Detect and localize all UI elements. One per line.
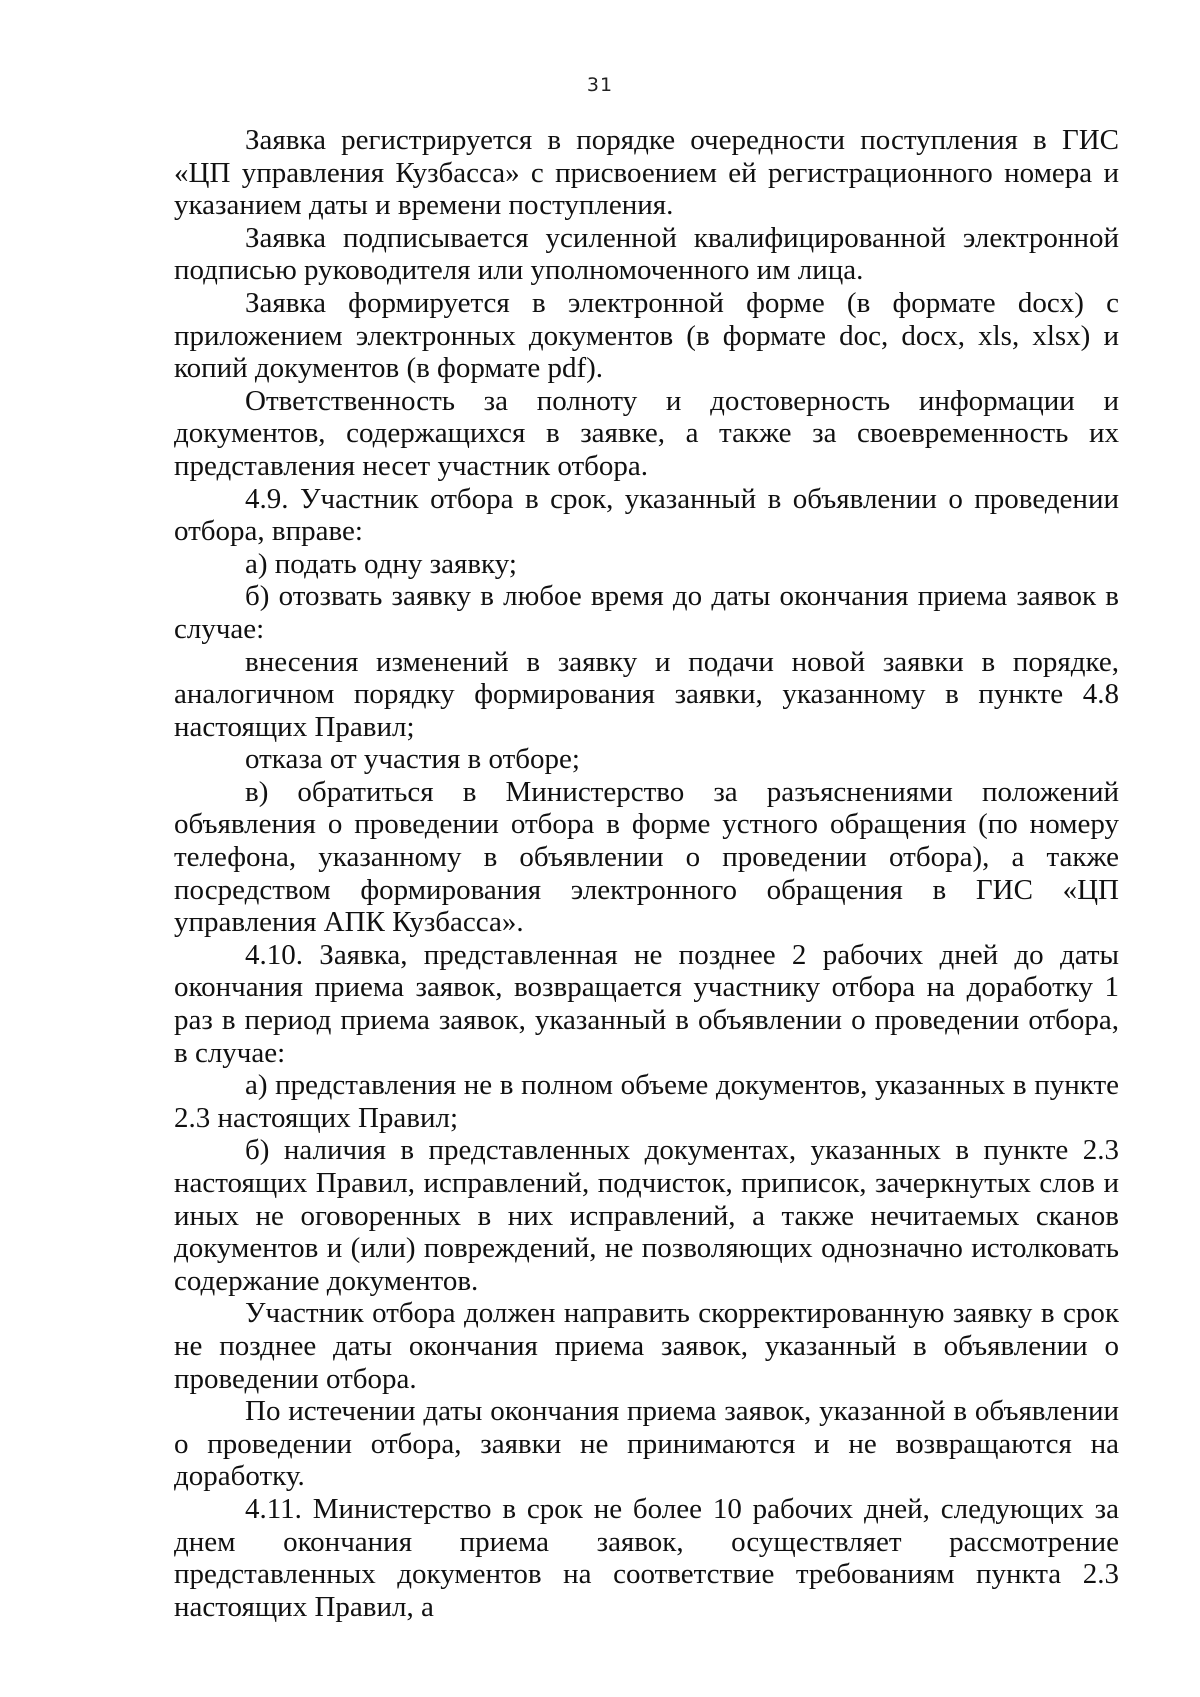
list-item-4-10-b: б) наличия в представленных документах, указанных в пункте 2.3 настоящих Правил, исправлений, подчисток, приписок, зачеркнутых слов и иных не оговоренных в них исправлений, а также нечитаемых сканов документов и (или) повреждений, не позволяющих однозначно истолковать содержание документов. bbox=[174, 1134, 1119, 1297]
paragraph-deadline-expiry: По истечении даты окончания приема заявок, указанной в объявлении о проведении отбора, заявки не принимаются и не возвращаются на доработку. bbox=[174, 1395, 1119, 1493]
list-item-4-9-b: б) отозвать заявку в любое время до даты окончания приема заявок в случае: bbox=[174, 580, 1119, 645]
paragraph-refusal: отказа от участия в отборе; bbox=[245, 743, 580, 776]
list-item-4-10-a: а) представления не в полном объеме документов, указанных в пункте 2.3 настоящих Правил; bbox=[174, 1069, 1119, 1134]
paragraph-format: Заявка формируется в электронной форме (в формате docx) с приложением электронных документов (в формате doc, docx, xls, xlsx) и копий документов (в формате pdf). bbox=[174, 286, 1119, 385]
paragraph-registration: Заявка регистрируется в порядке очередности поступления в ГИС «ЦП управления Кузбасса» с присвоением ей регистрационного номера и указанием даты и времени поступления. bbox=[174, 124, 1119, 222]
paragraph-changes: внесения изменений в заявку и подачи новой заявки в порядке, аналогичном порядку формирования заявки, указанному в пункте 4.8 настоящих Правил; bbox=[174, 645, 1119, 743]
list-item-4-9-a: а) подать одну заявку; bbox=[245, 547, 517, 580]
paragraph-responsibility: Ответственность за полноту и достоверность информации и документов, содержащихся в заявке, а также за своевременность их представления несет участник отбора. bbox=[174, 384, 1119, 482]
paragraph-corrected-application: Участник отбора должен направить скорректированную заявку в срок не позднее даты окончания приема заявок, указанный в объявлении о проведении отбора. bbox=[174, 1297, 1119, 1395]
paragraph-4-10: 4.10. Заявка, представленная не позднее 2 рабочих дней до даты окончания приема заявок, возвращается участнику отбора на доработку 1 раз в период приема заявок, указанный в объявлении о проведении отбора, в случае: bbox=[174, 938, 1119, 1069]
paragraph-4-11: 4.11. Министерство в срок не более 10 рабочих дней, следующих за днем окончания приема заявок, осуществляет рассмотрение представленных документов на соответствие требованиям пункта 2.3 настоящих Правил, а bbox=[174, 1492, 1119, 1623]
list-item-4-9-v: в) обратиться в Министерство за разъяснениями положений объявления о проведении отбора в форме устного обращения (по номеру телефона, указанному в объявлении о проведении отбора), а также посредством формирования электронного обращения в ГИС «ЦП управления АПК Кузбасса». bbox=[174, 775, 1119, 939]
paragraph-signature: Заявка подписывается усиленной квалифицированной электронной подписью руководителя или уполномоченного им лица. bbox=[174, 221, 1119, 287]
paragraph-4-9: 4.9. Участник отбора в срок, указанный в объявлении о проведении отбора, вправе: bbox=[174, 482, 1119, 548]
page-number: 31 bbox=[586, 74, 614, 96]
document-body bbox=[174, 124, 1119, 1623]
